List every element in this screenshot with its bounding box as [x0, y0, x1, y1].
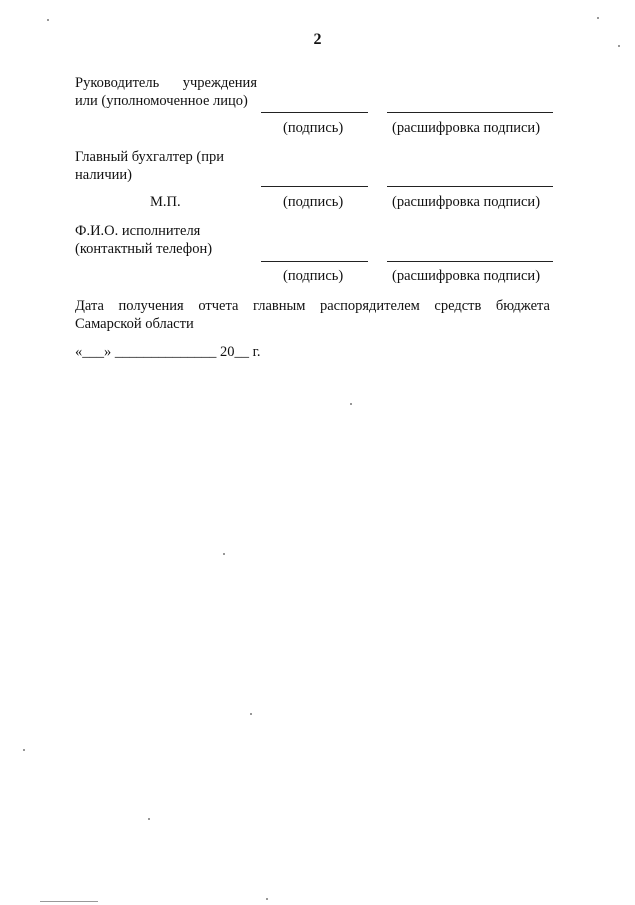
scan-speck [148, 818, 150, 820]
head-label-line2: или (уполномоченное лицо) [75, 93, 248, 109]
scan-speck [618, 45, 620, 47]
chief-signature-line [261, 186, 368, 187]
executor-line1: Ф.И.О. исполнителя [75, 223, 201, 239]
head-label-line1 [75, 74, 257, 93]
chief-accountant-line2: наличии) [75, 167, 132, 183]
scan-speck [266, 898, 268, 900]
chief-decoding-caption: (расшифровка подписи) [392, 194, 541, 210]
scan-speck [223, 553, 225, 555]
scan-speck [350, 403, 352, 405]
receipt-line1-wrap [75, 297, 550, 316]
scan-edge-mark [40, 901, 98, 902]
head-decoding-caption: (расшифровка подписи) [392, 120, 541, 136]
scan-speck [250, 713, 252, 715]
head-signature-caption: (подпись) [283, 120, 344, 136]
executor-signature-caption: (подпись) [283, 268, 344, 284]
page-number: 2 [313, 31, 322, 48]
seal-label: М.П. [150, 194, 181, 210]
receipt-date-line: «___» ______________ 20__ г. [75, 344, 261, 360]
head-signature-line [261, 112, 368, 113]
scan-speck [23, 749, 25, 751]
chief-signature-caption: (подпись) [283, 194, 344, 210]
head-title: Руководитель учреждения [75, 75, 257, 91]
receipt-line2: Самарской области [75, 316, 194, 332]
chief-decoding-line [387, 186, 553, 187]
executor-decoding-line [387, 261, 553, 262]
scan-speck [597, 17, 599, 19]
scan-speck [47, 19, 49, 21]
executor-signature-line [261, 261, 368, 262]
head-decoding-line [387, 112, 553, 113]
executor-line2: (контактный телефон) [75, 241, 213, 257]
executor-decoding-caption: (расшифровка подписи) [392, 268, 541, 284]
receipt-line1: Дата получения отчета главным распорядителем средств бюджета [75, 298, 550, 314]
chief-accountant-line1: Главный бухгалтер (при [75, 149, 225, 165]
